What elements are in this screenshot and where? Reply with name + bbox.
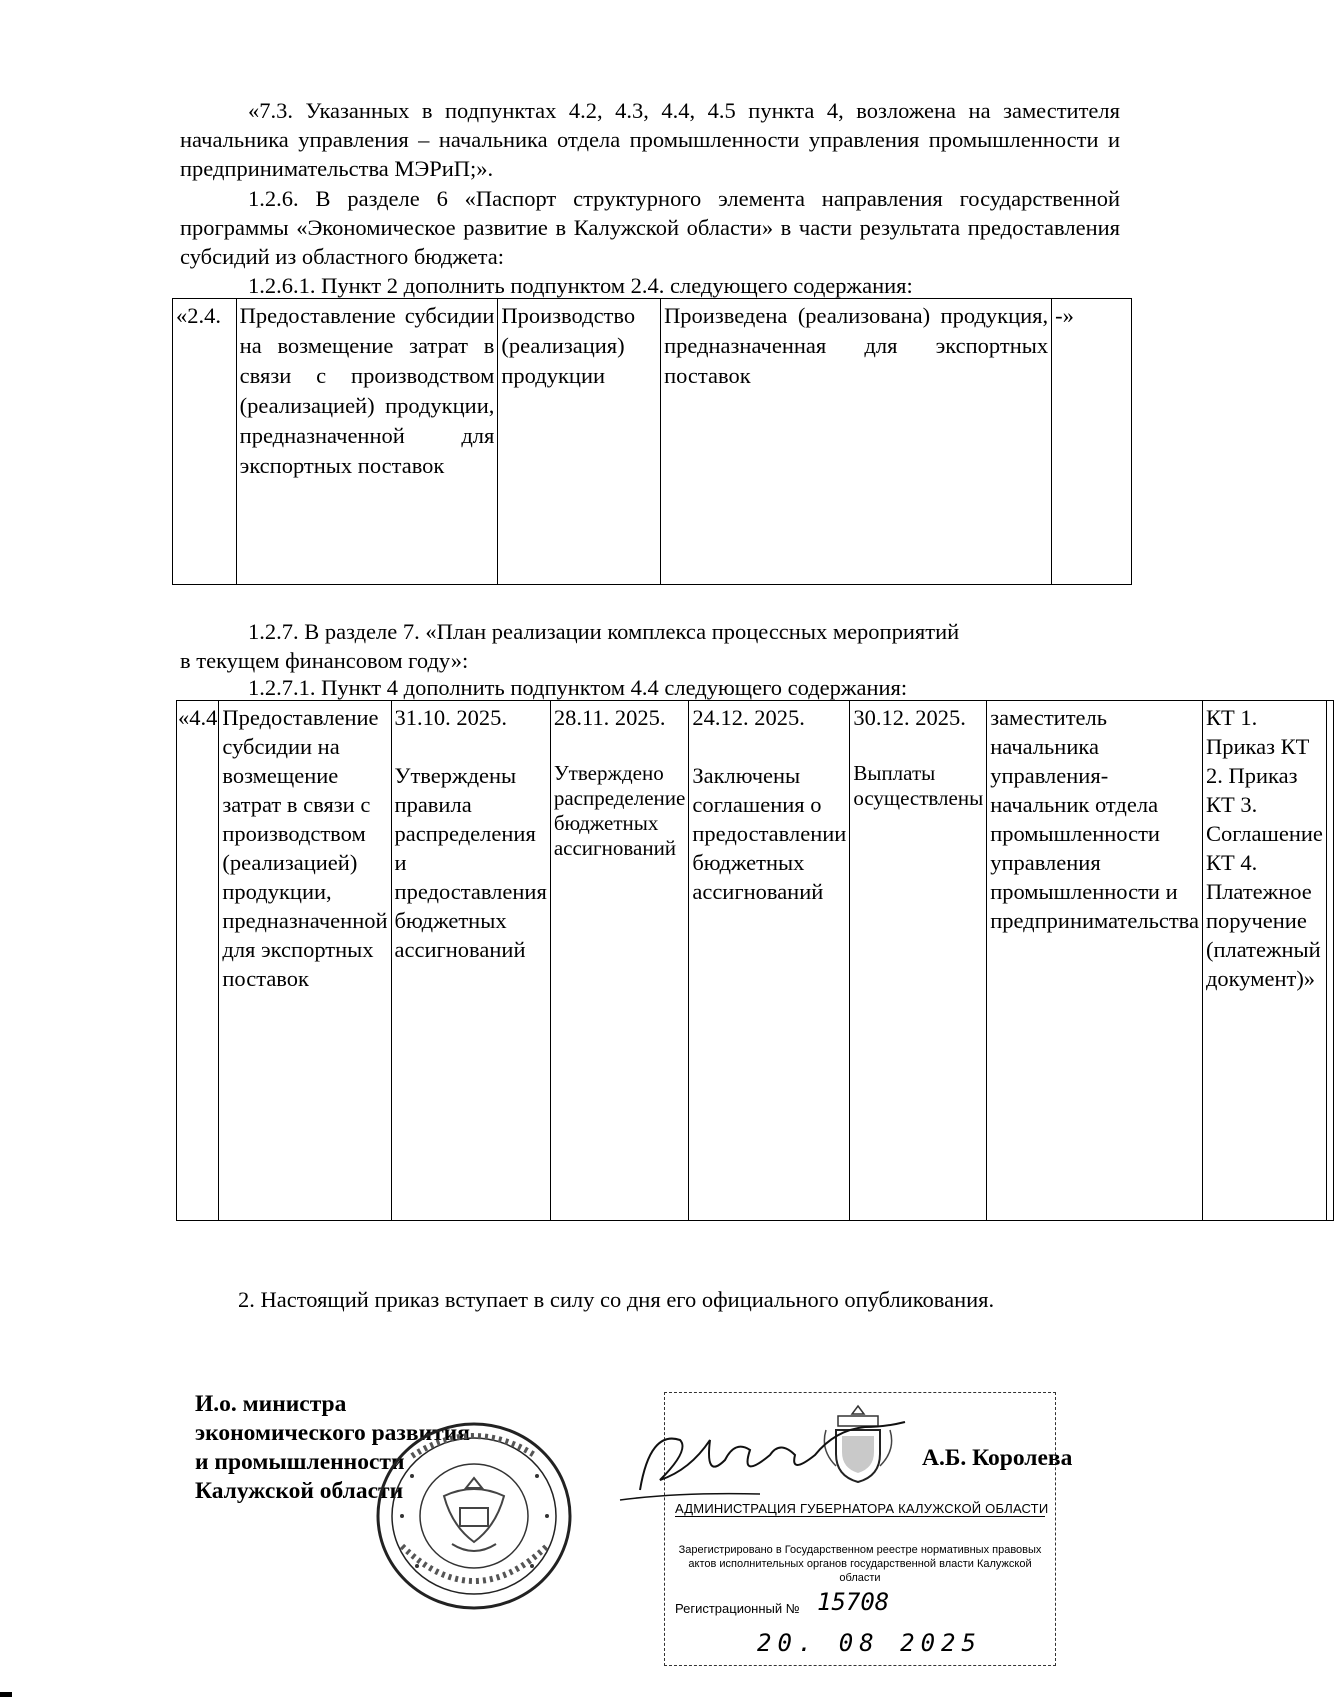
- table2-cell-empty: [1326, 701, 1333, 1221]
- paragraph-1-2-6-1: 1.2.6.1. Пункт 2 дополнить подпунктом 2.4. следующего содержания:: [248, 273, 913, 298]
- table1-cell-end: -»: [1052, 299, 1132, 585]
- table2-kt2-date: 28.11. 2025.: [553, 705, 666, 730]
- table2-kt1-text: Утверждены правила распределения и предоставления бюджетных ассигнований: [394, 763, 547, 962]
- table-plan-4-4: [176, 700, 1334, 1221]
- page-corner-mark: [0, 1692, 12, 1697]
- stamp-date: 20. 08 2025: [757, 1629, 982, 1657]
- table2-cell-documents: КТ 1. Приказ КТ 2. Приказ КТ 3. Соглашение КТ 4. Платежное поручение (платежный документ)»: [1202, 701, 1326, 1221]
- table-passport-2-4: [172, 298, 1132, 585]
- table2-cell-name: Предоставление субсидии на возмещение затрат в связи с производством (реализацией) продукции, предназначенной для экспортных поставок: [219, 701, 391, 1221]
- paragraph-1-2-7-1: 1.2.7.1. Пункт 4 дополнить подпунктом 4.4 следующего содержания:: [248, 675, 908, 700]
- table2-kt1-date: 31.10. 2025.: [394, 705, 508, 730]
- paragraph-7-3: «7.3. Указанных в подпунктах 4.2, 4.3, 4.4, 4.5 пункта 4, возложена на заместителя начальника управления – начальника отдела промышленности управления промышленности и предпринимательства МЭРиП;».: [180, 98, 1120, 181]
- signatory-name: А.Б. Королева: [922, 1445, 1073, 1471]
- table2-cell-kt4: [850, 701, 987, 1221]
- table2-kt3-text: Заключены соглашения о предоставлении бюджетных ассигнований: [692, 763, 847, 904]
- signatory-title-line1: И.о. министра: [195, 1391, 347, 1417]
- stamp-reg-label: Регистрационный №: [675, 1601, 800, 1616]
- handwritten-signature-icon: [620, 1420, 920, 1510]
- table2-cell-kt2: [550, 701, 689, 1221]
- stamp-reg-number: 15708: [817, 1588, 890, 1616]
- paragraph-1-2-7: 1.2.7. В разделе 7. «План реализации комплекса процессных мероприятий: [248, 619, 960, 644]
- table2-cell-number: «4.4: [177, 701, 219, 1221]
- paragraph-1-2-6: 1.2.6. В разделе 6 «Паспорт структурного элемента направления государственной программы «Экономическое развитие в Калужской области» в части результата предоставления субсидий из областного бюджета:: [180, 186, 1120, 269]
- stamp-text: Зарегистрировано в Государственном реестре нормативных правовых актов исполнительных органов государственной власти Калужской области: [678, 1544, 1042, 1584]
- paragraph-2-effective: 2. Настоящий приказ вступает в силу со дня его официального опубликования.: [238, 1287, 995, 1312]
- table2-kt4-date: 30.12. 2025.: [853, 705, 966, 730]
- table2-kt4-text: Выплаты осуществлены: [853, 761, 984, 810]
- table2-cell-responsible: заместитель начальника управления-начальник отдела промышленности управления промышленности и предпринимательства: [987, 701, 1203, 1221]
- signatory-title-line4: Калужской области: [195, 1478, 404, 1504]
- table2-cell-kt1: [391, 701, 550, 1221]
- signatory-title-line3: и промышленности: [195, 1449, 405, 1475]
- table2-kt3-date: 24.12. 2025.: [692, 705, 805, 730]
- table1-cell-result: Производство (реализация) продукции: [498, 299, 661, 585]
- table2-cell-kt3: [689, 701, 850, 1221]
- table1-cell-description: Произведена (реализована) продукция, предназначенная для экспортных поставок: [661, 299, 1052, 585]
- stamp-header: АДМИНИСТРАЦИЯ ГУБЕРНАТОРА КАЛУЖСКОЙ ОБЛАСТИ: [675, 1501, 1049, 1516]
- paragraph-1-2-7-cont: в текущем финансовом году»:: [180, 648, 469, 673]
- signatory-title-line2: экономического развития: [195, 1420, 470, 1446]
- table1-cell-number: «2.4.: [173, 299, 237, 585]
- table1-cell-name: Предоставление субсидии на возмещение затрат в связи с производством (реализацией) продукции, предназначенной для экспортных поставок: [236, 299, 498, 585]
- table2-kt2-text: Утверждено распределение бюджетных ассигнований: [553, 761, 686, 860]
- official-seal-icon: [372, 1416, 577, 1616]
